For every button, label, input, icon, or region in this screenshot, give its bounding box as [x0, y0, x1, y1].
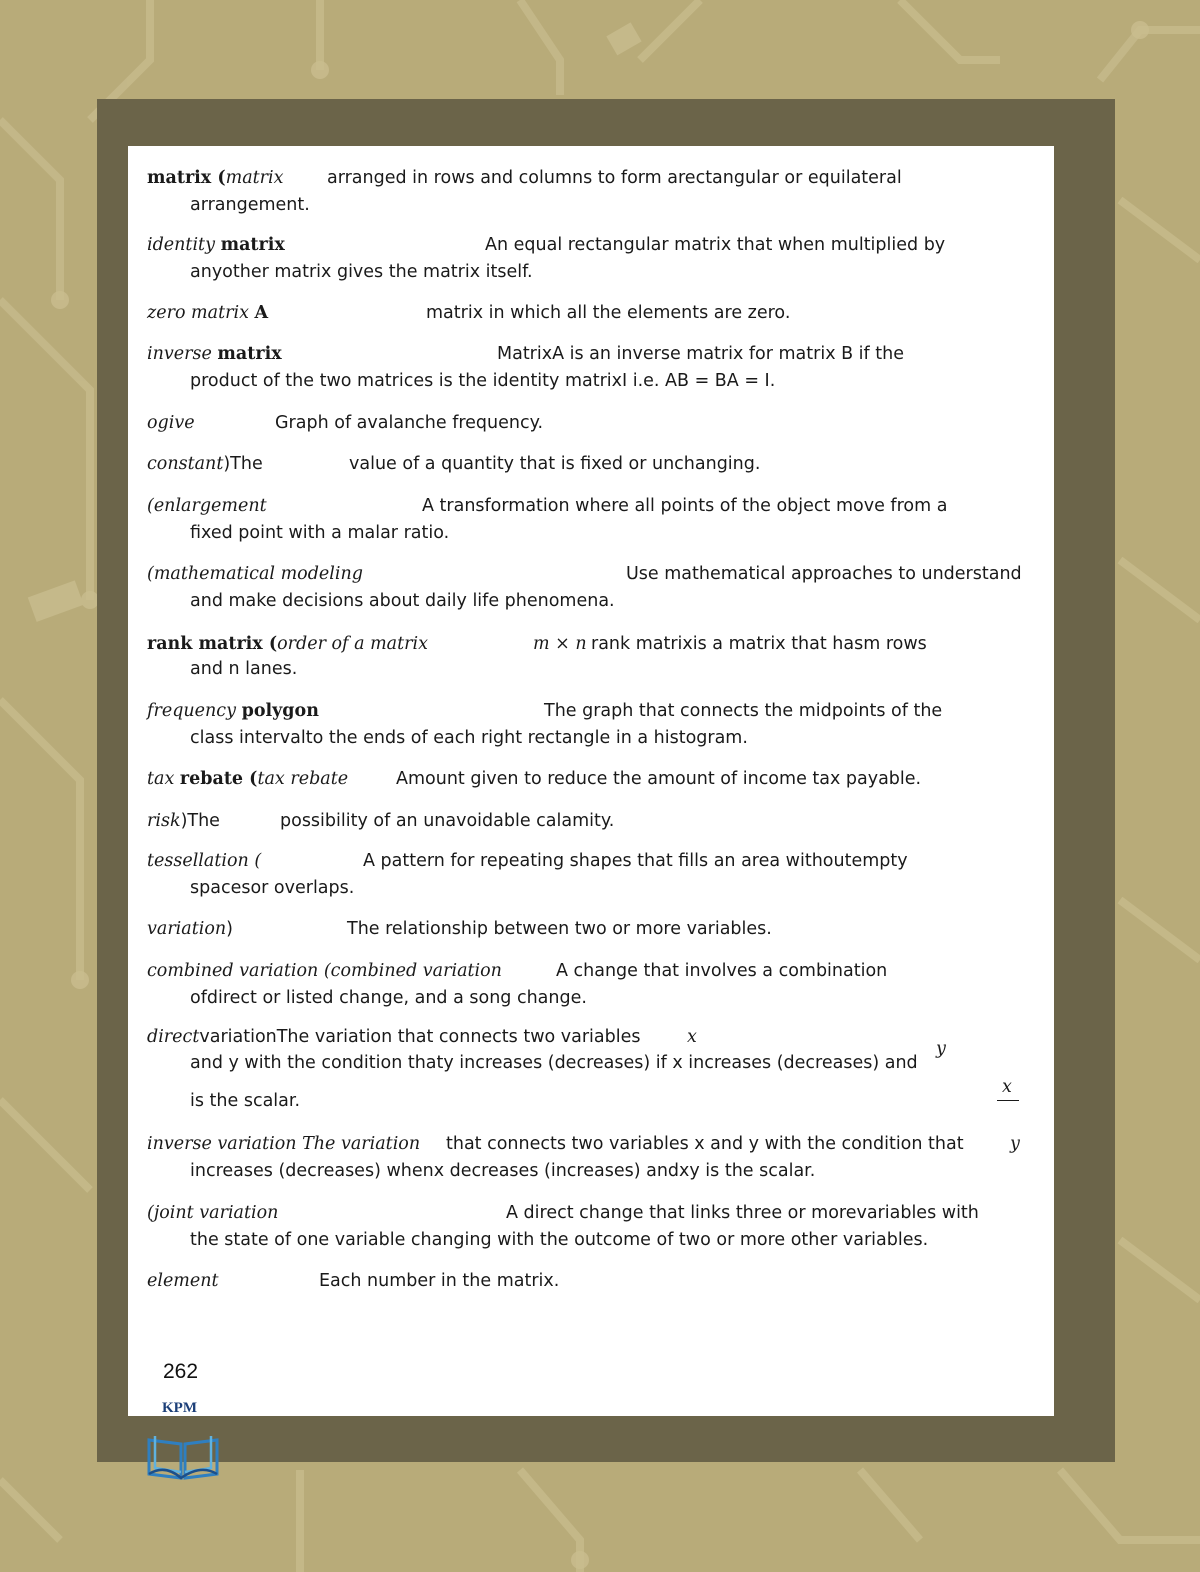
fraction-bar — [997, 1100, 1019, 1101]
entry-term-alt: matrix — [225, 168, 284, 188]
entry-term: (joint variation — [147, 1203, 279, 1223]
entry-definition-cont: and n lanes. — [190, 659, 298, 679]
entry-definition: value of a quantity that is fixed or unchanging. — [349, 454, 761, 474]
glossary-entry — [147, 811, 1047, 831]
entry-definition: Amount given to reduce the amount of income tax payable. — [396, 769, 922, 789]
entry-term-bold: matrix — [217, 344, 282, 364]
open-book-logo-icon — [143, 1430, 223, 1482]
entry-term: tax — [147, 769, 175, 789]
entry-definition: A change that involves a combination — [556, 961, 888, 981]
entry-term-bold: rebate ( — [179, 769, 258, 789]
entry-definition-cont: class intervalto the ends of each right rectangle in a histogram. — [190, 728, 748, 748]
entry-definition: variationThe variation that connects two variables — [199, 1027, 641, 1047]
glossary-entry — [147, 235, 1047, 282]
entry-fraction-denominator: x — [1002, 1077, 1012, 1097]
entry-term-bold: rank matrix ( — [147, 634, 278, 654]
glossary-entry — [147, 168, 1047, 215]
glossary-entry — [147, 564, 1047, 611]
entry-term-bold: polygon — [241, 701, 319, 721]
entry-term-bold: A — [254, 303, 269, 323]
entry-term: identity — [147, 235, 215, 255]
entry-definition-cont: and y with the condition thaty increases (decreases) if x increases (decreases) and — [190, 1053, 918, 1073]
entry-definition: Graph of avalanche frequency. — [275, 413, 544, 433]
glossary-entry — [147, 413, 1047, 433]
glossary-entry — [147, 851, 1047, 898]
entry-definition: arranged in rows and columns to form arectangular or equilateral — [327, 168, 902, 188]
glossary-entry — [147, 769, 1047, 789]
glossary-entry — [147, 454, 1047, 474]
glossary-entry — [147, 961, 1047, 1008]
entry-definition: Use mathematical approaches to understand — [626, 564, 1022, 584]
entry-term: matrix ( — [147, 168, 226, 188]
entry-term: element — [147, 1271, 219, 1291]
entry-term: direct — [147, 1027, 200, 1047]
entry-term: tessellation ( — [147, 851, 262, 871]
entry-definition: A transformation where all points of the object move from a — [422, 496, 948, 516]
entry-fraction-numerator: y — [936, 1039, 946, 1059]
entry-symbol: m × n — [533, 634, 587, 654]
entry-definition: rank matrixis a matrix that hasm rows — [591, 634, 927, 654]
entry-definition-cont: product of the two matrices is the identity matrixI i.e. AB = BA = I. — [190, 371, 776, 391]
entry-term: (mathematical modeling — [147, 564, 363, 584]
glossary-entry — [147, 1027, 1047, 1111]
entry-term-tail: )The — [223, 454, 263, 474]
page-number: 262 — [163, 1360, 199, 1383]
entry-term: constant — [147, 454, 224, 474]
glossary-entry — [147, 1271, 1047, 1291]
entry-definition: Each number in the matrix. — [319, 1271, 560, 1291]
glossary-entry — [147, 303, 1047, 323]
entry-definition-cont: spacesor overlaps. — [190, 878, 355, 898]
glossary-entry — [147, 701, 1047, 748]
glossary-entry — [147, 1203, 1047, 1250]
entry-definition: A pattern for repeating shapes that fills an area withoutempty — [363, 851, 908, 871]
entry-definition-cont: fixed point with a malar ratio. — [190, 523, 450, 543]
entry-definition: A direct change that links three or morevariables with — [506, 1203, 979, 1223]
entry-definition: An equal rectangular matrix that when multiplied by — [485, 235, 946, 255]
glossary-entry — [147, 634, 1047, 679]
entry-definition: The graph that connects the midpoints of the — [544, 701, 943, 721]
entry-term: ogive — [147, 413, 195, 433]
entry-term-bold: matrix — [220, 235, 285, 255]
entry-term-tail: ) — [226, 919, 233, 939]
entry-definition: possibility of an unavoidable calamity. — [280, 811, 615, 831]
entry-term: zero matrix — [147, 303, 249, 323]
entry-term: inverse — [147, 344, 212, 364]
entry-symbol-y: y — [1010, 1134, 1020, 1154]
entry-definition: matrix in which all the elements are zero. — [426, 303, 791, 323]
entry-term: order of a matrix — [277, 634, 428, 654]
entry-term: risk — [147, 811, 181, 831]
glossary-entry — [147, 344, 1047, 391]
entry-term-alt: tax rebate — [257, 769, 349, 789]
entry-term: (enlargement — [147, 496, 267, 516]
entry-definition-cont: the state of one variable changing with the outcome of two or more other variables. — [190, 1230, 929, 1250]
entry-definition-cont: increases (decreases) whenx decreases (increases) andxy is the scalar. — [190, 1161, 816, 1181]
entry-term: frequency — [147, 701, 236, 721]
entry-definition: MatrixA is an inverse matrix for matrix B if the — [497, 344, 904, 364]
entry-definition-cont: ofdirect or listed change, and a song change. — [190, 988, 587, 1008]
entry-term-tail: )The — [180, 811, 220, 831]
entry-symbol-x: x — [687, 1027, 697, 1047]
entry-definition: The relationship between two or more variables. — [347, 919, 772, 939]
glossary-entry — [147, 1134, 1047, 1181]
entry-definition-cont: anyother matrix gives the matrix itself. — [190, 262, 533, 282]
entry-definition-cont: arrangement. — [190, 195, 310, 215]
entry-definition-cont: and make decisions about daily life phenomena. — [190, 591, 615, 611]
entry-term: variation — [147, 919, 227, 939]
glossary-entry — [147, 496, 1047, 543]
entry-definition: that connects two variables x and y with the condition that — [446, 1134, 964, 1154]
glossary-entry — [147, 919, 1047, 939]
entry-term: combined variation (combined variation — [147, 961, 502, 981]
publisher-label: KPM — [162, 1400, 197, 1416]
entry-term: inverse variation The variation — [147, 1134, 421, 1154]
entry-definition-cont: is the scalar. — [190, 1091, 301, 1111]
